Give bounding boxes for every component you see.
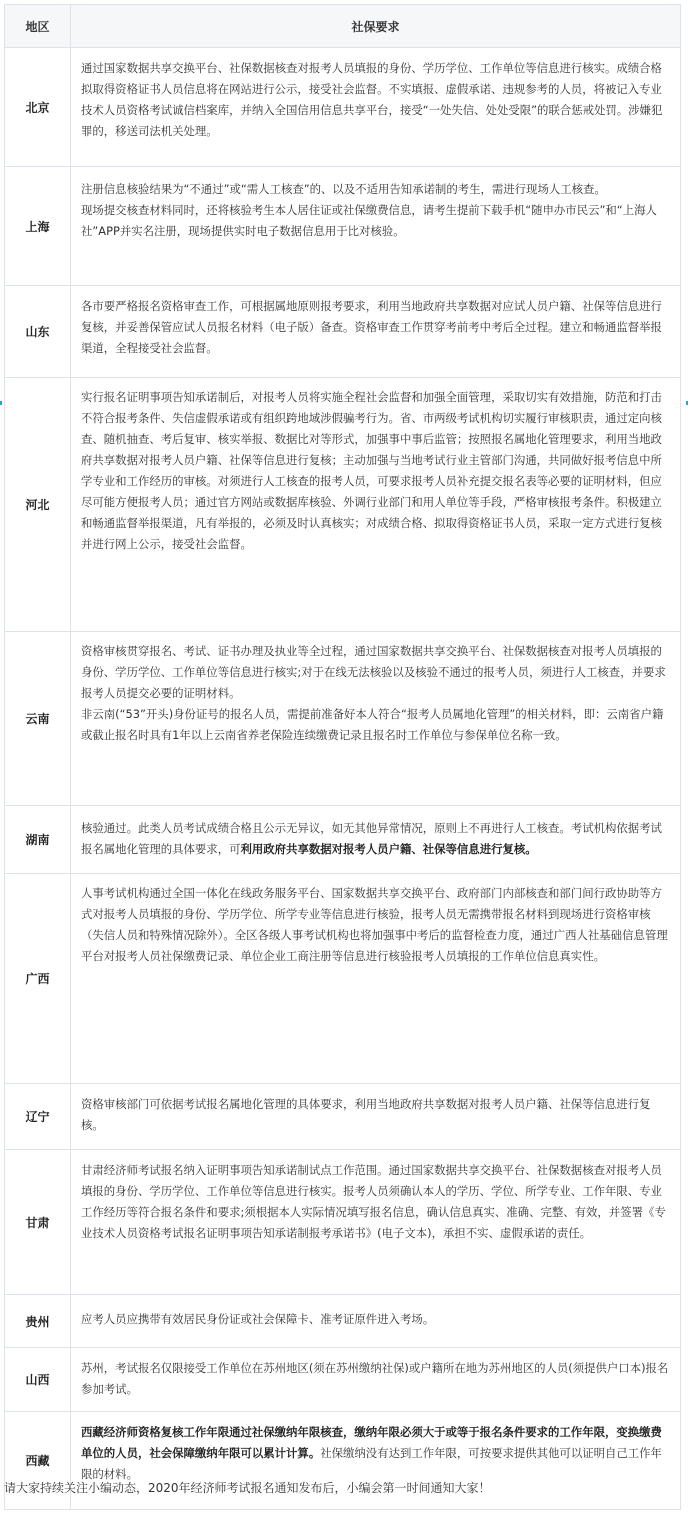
requirement-text: 非云南(“53”开头)身份证号的报名人员，需提前准备好本人符合“报考人员属地化管理”的相关材料，即：云南省户籍或截止报名时具有1年以上云南省养老保险连续缴费记录且报名时工作单位与参保单位名称一致。 (81, 707, 664, 742)
requirement-cell (71, 48, 681, 167)
header-requirement: 社保要求 (71, 5, 681, 48)
emphasized-text: 利用政府共享数据对报考人员户籍、社保等信息进行复核。 (240, 842, 537, 856)
requirement-text: 应考人员应携带有效居民身份证或社会保障卡、准考证原件进入考场。 (81, 1312, 435, 1326)
requirement-paragraph (81, 200, 672, 242)
table-row (5, 378, 681, 632)
requirement-paragraph (81, 1422, 672, 1485)
region-cell: 山东 (5, 286, 71, 378)
requirement-cell (71, 1084, 681, 1150)
emphasized-text: 西藏经济师资格复核工作年限通过社保缴纳年限核查，缴纳年限必须大于或等于报名条件要求的工作年限，变换缴费单位的人员，社会保障缴纳年限可以累计计算。 (81, 1425, 662, 1460)
requirement-paragraph (81, 1358, 672, 1400)
region-cell: 甘肃 (5, 1150, 71, 1295)
requirement-cell (71, 378, 681, 632)
requirement-paragraph (81, 883, 672, 967)
requirement-cell (71, 1295, 681, 1348)
requirement-text: 通过国家数据共享交换平台、社保数据核查对报考人员填报的身份、学历学位、工作单位等信息进行核实。成绩合格拟取得资格证书人员信息将在网站进行公示，接受社会监督。不实填报、虚假承诺、违规参考的人员，将被记入专业技术人员资格考试诚信档案库，并纳入全国信用信息共享平台，接受“一处失信、处处受限”的联合惩戒处罚。涉嫌犯罪的，移送司法机关处理。 (81, 61, 663, 138)
requirement-cell (71, 1348, 681, 1412)
requirement-paragraph (81, 296, 672, 359)
selection-handle-left (0, 401, 2, 405)
requirement-paragraph (81, 58, 672, 142)
requirement-cell (71, 632, 681, 806)
region-cell: 云南 (5, 632, 71, 806)
table-row (5, 1084, 681, 1150)
region-cell: 山西 (5, 1348, 71, 1412)
table-body (5, 48, 681, 1510)
requirement-paragraph (81, 641, 672, 704)
table-row (5, 167, 681, 286)
region-cell: 北京 (5, 48, 71, 167)
region-cell: 辽宁 (5, 1084, 71, 1150)
requirement-cell (71, 167, 681, 286)
requirement-text: 甘肃经济师考试报名纳入证明事项告知承诺制试点工作范围。通过国家数据共享交换平台、社保数据核查对报考人员填报的身份、学历学位、工作单位等信息进行核实。报考人员须确认本人的学历、学位、所学专业、工作年限、专业工作经历等符合报名条件和要求;须根据本人实际情况填写报名信息，确认信息真实、准确、完整、有效，并签署《专业技术人员资格考试报名证明事项告知承诺制报考承诺书》(电子文本)，承担不实、虚假承诺的责任。 (81, 1163, 666, 1240)
header-region: 地区 (5, 5, 71, 48)
requirement-paragraph (81, 1160, 672, 1244)
requirement-cell (71, 806, 681, 874)
table-row (5, 874, 681, 1084)
footer-note: 请大家持续关注小编动态，2020年经济师考试报名通知发布后，小编会第一时间通知大家！ (4, 1481, 491, 1495)
region-cell: 广西 (5, 874, 71, 1084)
region-cell: 湖南 (5, 806, 71, 874)
table-row (5, 286, 681, 378)
region-cell: 上海 (5, 167, 71, 286)
table-row (5, 1150, 681, 1295)
requirement-cell (71, 1150, 681, 1295)
region-cell: 西藏 (5, 1412, 71, 1510)
requirement-text: 资格审核部门可依据考试报名属地化管理的具体要求，利用当地政府共享数据对报考人员户籍、社保等信息进行复核。 (81, 1097, 651, 1132)
requirement-text: 社保缴纳没有达到工作年限，可按要求提供其他可以证明自己工作年限的材料。 (81, 1446, 662, 1481)
requirement-text: 人事考试机构通过全国一体化在线政务服务平台、国家数据共享交换平台、政府部门内部核查和部门间行政协助等方式对报考人员填报的身份、学历学位、所学专业等信息进行核验，报考人员无需携带报名材料到现场进行资格审核（失信人员和特殊情况除外）。全区各级人事考试机构也将加强事中考后的监督检查力度，通过广西人社基础信息管理平台对报考人员社保缴费记录、单位企业工商注册等信息进行核验报考人员填报的工作单位信息真实性。 (81, 886, 668, 963)
requirement-paragraph (81, 1094, 672, 1136)
requirement-text: 资格审核贯穿报名、考试、证书办理及执业等全过程，通过国家数据共享交换平台、社保数据核查对报考人员填报的身份、学历学位、工作单位等信息进行核实;对于在线无法核验以及核验不通过的报考人员，须进行人工核查，并要求报考人员提交必要的证明材料。 (81, 644, 666, 700)
table-row (5, 48, 681, 167)
requirement-cell (71, 874, 681, 1084)
table-row (5, 632, 681, 806)
requirement-paragraph (81, 818, 672, 860)
region-cell: 河北 (5, 378, 71, 632)
requirement-cell (71, 286, 681, 378)
table-header-row (5, 5, 681, 48)
requirement-text: 核验通过。此类人员考试成绩合格且公示无异议，如无其他异常情况，原则上不再进行人工核查。考试机构依据考试报名属地化管理的具体要求，可 (81, 821, 662, 856)
requirement-text: 苏州，考试报名仅限接受工作单位在苏州地区(须在苏州缴纳社保)或户籍所在地为苏州地区的人员(须提供户口本)报名参加考试。 (81, 1361, 669, 1396)
table-row (5, 806, 681, 874)
social-security-table (4, 4, 681, 1510)
requirement-text: 现场提交核查材料同时，还将核验考生本人居住证或社保缴费信息，请考生提前下载手机“随申办市民云”和“上海人社”APP并实名注册，现场提供实时电子数据信息用于比对核验。 (81, 203, 657, 238)
requirement-paragraph (81, 704, 672, 746)
requirement-paragraph (81, 387, 672, 555)
requirement-text: 注册信息核验结果为“不通过”或“需人工核查”的、以及不适用告知承诺制的考生，需进行现场人工核查。 (81, 182, 606, 196)
table-row (5, 1295, 681, 1348)
requirement-text: 实行报名证明事项告知承诺制后，对报考人员将实施全程社会监督和加强全面管理，采取切实有效措施，防范和打击不符合报考条件、失信虚假承诺或有组织跨地域涉假骗考行为。省、市两级考试机构切实履行审核职责，通过定向核查、随机抽查、考后复审、核实举报、数据比对等形式，加强事中事后监管；按照报名属地化管理要求，利用当地政府共享数据对报考人员户籍、社保等信息进行复核；主动加强与当地考试行业主管部门沟通，共同做好报考信息中所学专业和工作经历的审核。对须进行人工核查的报考人员，可要求报考人员补充提交报名表等必要的证明材料，但应尽可能方便报考人员；通过官方网站或数据库核验、外调行业部门和用人单位等手段，严格审核报考条件。积极建立和畅通监督举报渠道，凡有举报的，必须及时认真核实；对成绩合格、拟取得资格证书人员，采取一定方式进行复核并进行网上公示，接受社会监督。 (81, 390, 662, 551)
table-row (5, 1348, 681, 1412)
requirement-text: 各市要严格报名资格审查工作，可根据属地原则报考要求，利用当地政府共享数据对应试人员户籍、社保等信息进行复核，并妥善保管应试人员报名材料（电子版）备查。资格审查工作贯穿考前考中考后全过程。建立和畅通监督举报渠道，全程接受社会监督。 (81, 299, 662, 355)
requirement-paragraph (81, 1309, 672, 1330)
region-cell: 贵州 (5, 1295, 71, 1348)
requirement-paragraph (81, 179, 672, 200)
